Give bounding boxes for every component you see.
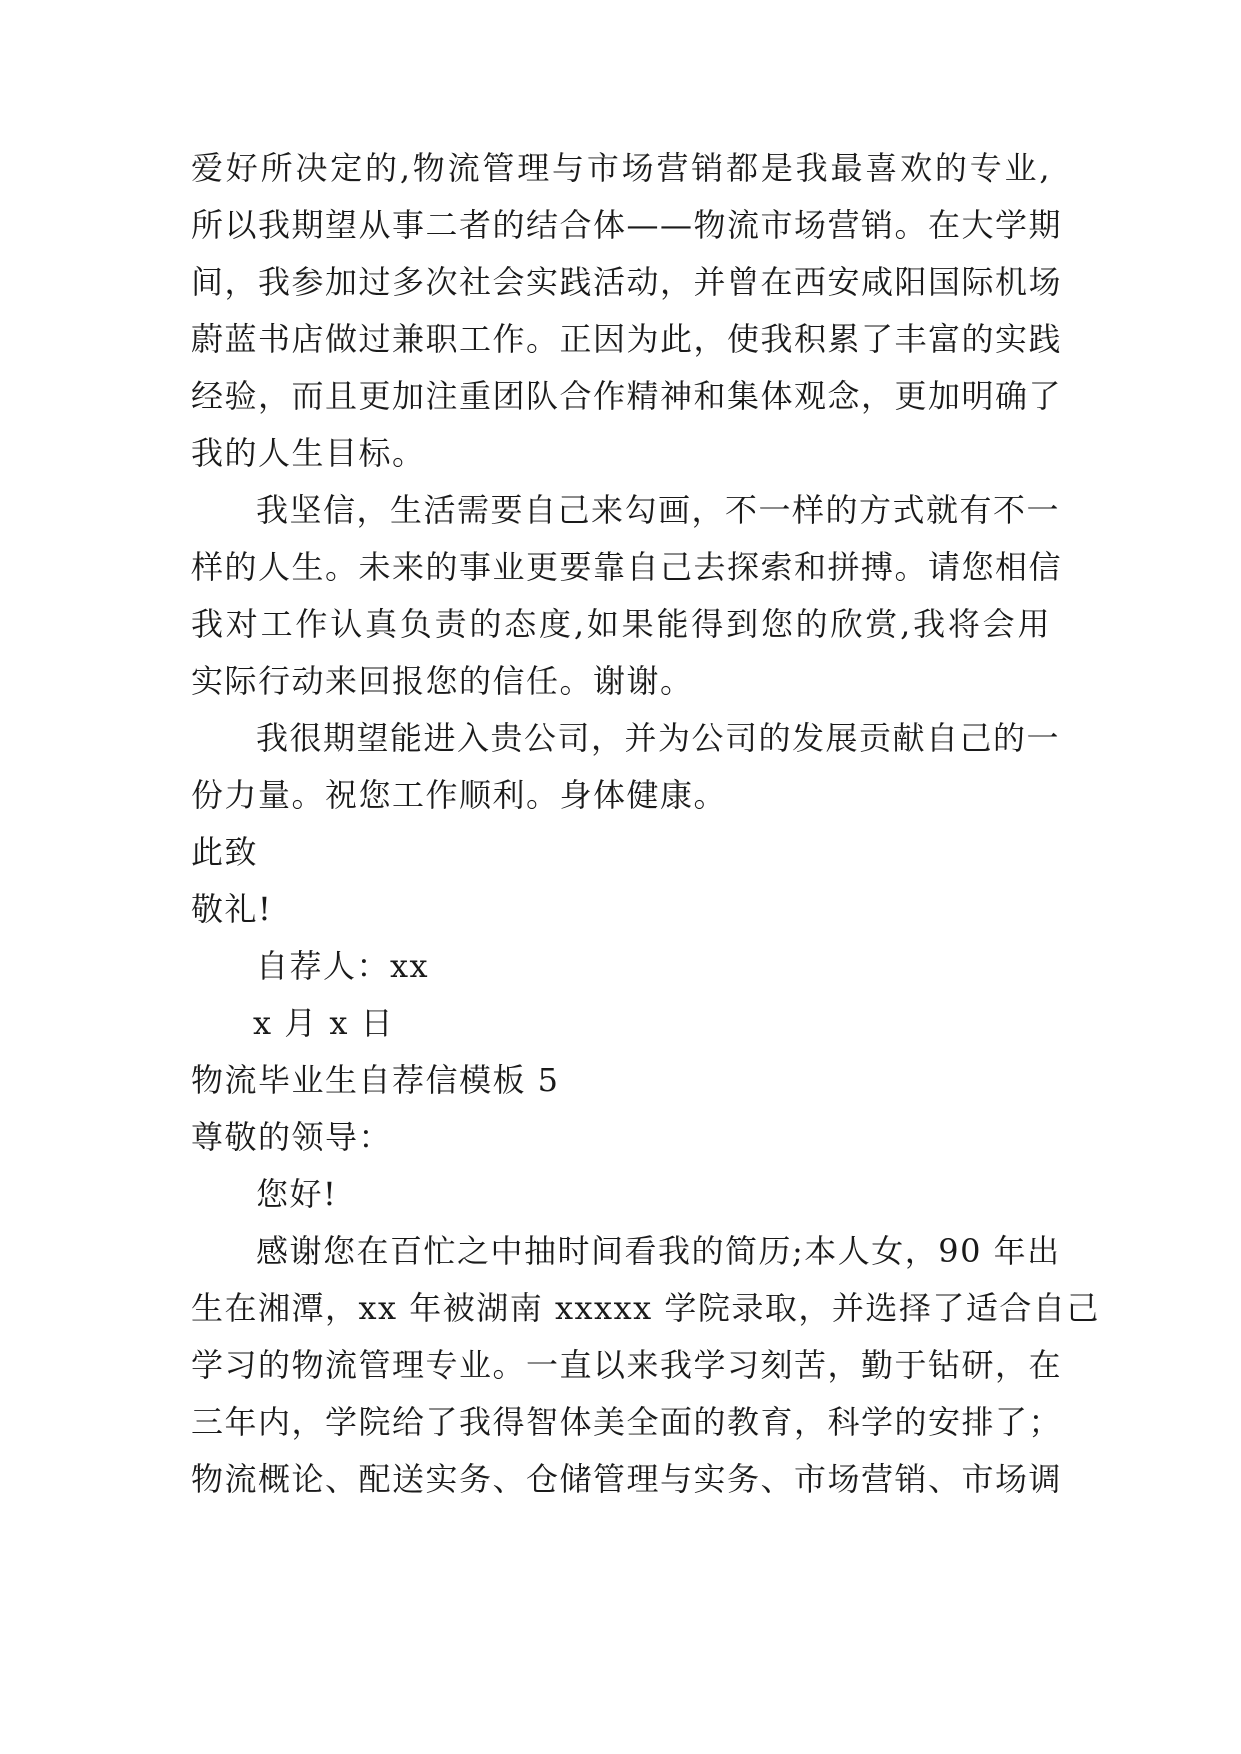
paragraph-line: 我很期望能进入贵公司，并为公司的发展贡献自己的一 <box>256 719 1061 757</box>
paragraph-line: 我对工作认真负责的态度,如果能得到您的欣赏,我将会用 <box>191 605 1051 643</box>
paragraph-line: 间，我参加过多次社会实践活动，并曾在西安咸阳国际机场 <box>191 263 1063 301</box>
date-line: x 月 x 日 <box>253 1004 395 1042</box>
paragraph-line: 爱好所决定的,物流管理与市场营销都是我最喜欢的专业, <box>191 149 1051 187</box>
paragraph-line: 实际行动来回报您的信任。谢谢。 <box>191 662 694 700</box>
paragraph-line: 物流概论、配送实务、仓储管理与实务、市场营销、市场调 <box>191 1460 1063 1498</box>
greeting: 尊敬的领导： <box>191 1118 393 1156</box>
paragraph-line: 份力量。祝您工作顺利。身体健康。 <box>191 776 728 814</box>
greeting-hello: 您好! <box>256 1175 338 1213</box>
signature-line: 自荐人：xx <box>256 947 430 985</box>
section-title: 物流毕业生自荐信模板 5 <box>191 1061 560 1099</box>
closing-regards: 敬礼! <box>191 890 273 928</box>
paragraph-line: 生在湘潭，xx 年被湖南 xxxxx 学院录取，并选择了适合自己 <box>191 1289 1100 1327</box>
paragraph-line: 三年内，学院给了我得智体美全面的教育，科学的安排了； <box>191 1403 1063 1441</box>
paragraph-line: 所以我期望从事二者的结合体——物流市场营销。在大学期 <box>191 206 1063 244</box>
paragraph-line: 我的人生目标。 <box>191 434 426 472</box>
closing-salutation: 此致 <box>191 833 259 871</box>
paragraph-line: 经验，而且更加注重团队合作精神和集体观念，更加明确了 <box>191 377 1063 415</box>
paragraph-line: 我坚信，生活需要自己来勾画，不一样的方式就有不一 <box>256 491 1061 529</box>
paragraph-line: 蔚蓝书店做过兼职工作。正因为此，使我积累了丰富的实践 <box>191 320 1063 358</box>
paragraph-line: 感谢您在百忙之中抽时间看我的简历;本人女，90 年出 <box>256 1232 1061 1270</box>
paragraph-line: 学习的物流管理专业。一直以来我学习刻苦，勤于钻研，在 <box>191 1346 1063 1384</box>
paragraph-line: 样的人生。未来的事业更要靠自己去探索和拼搏。请您相信 <box>191 548 1063 586</box>
